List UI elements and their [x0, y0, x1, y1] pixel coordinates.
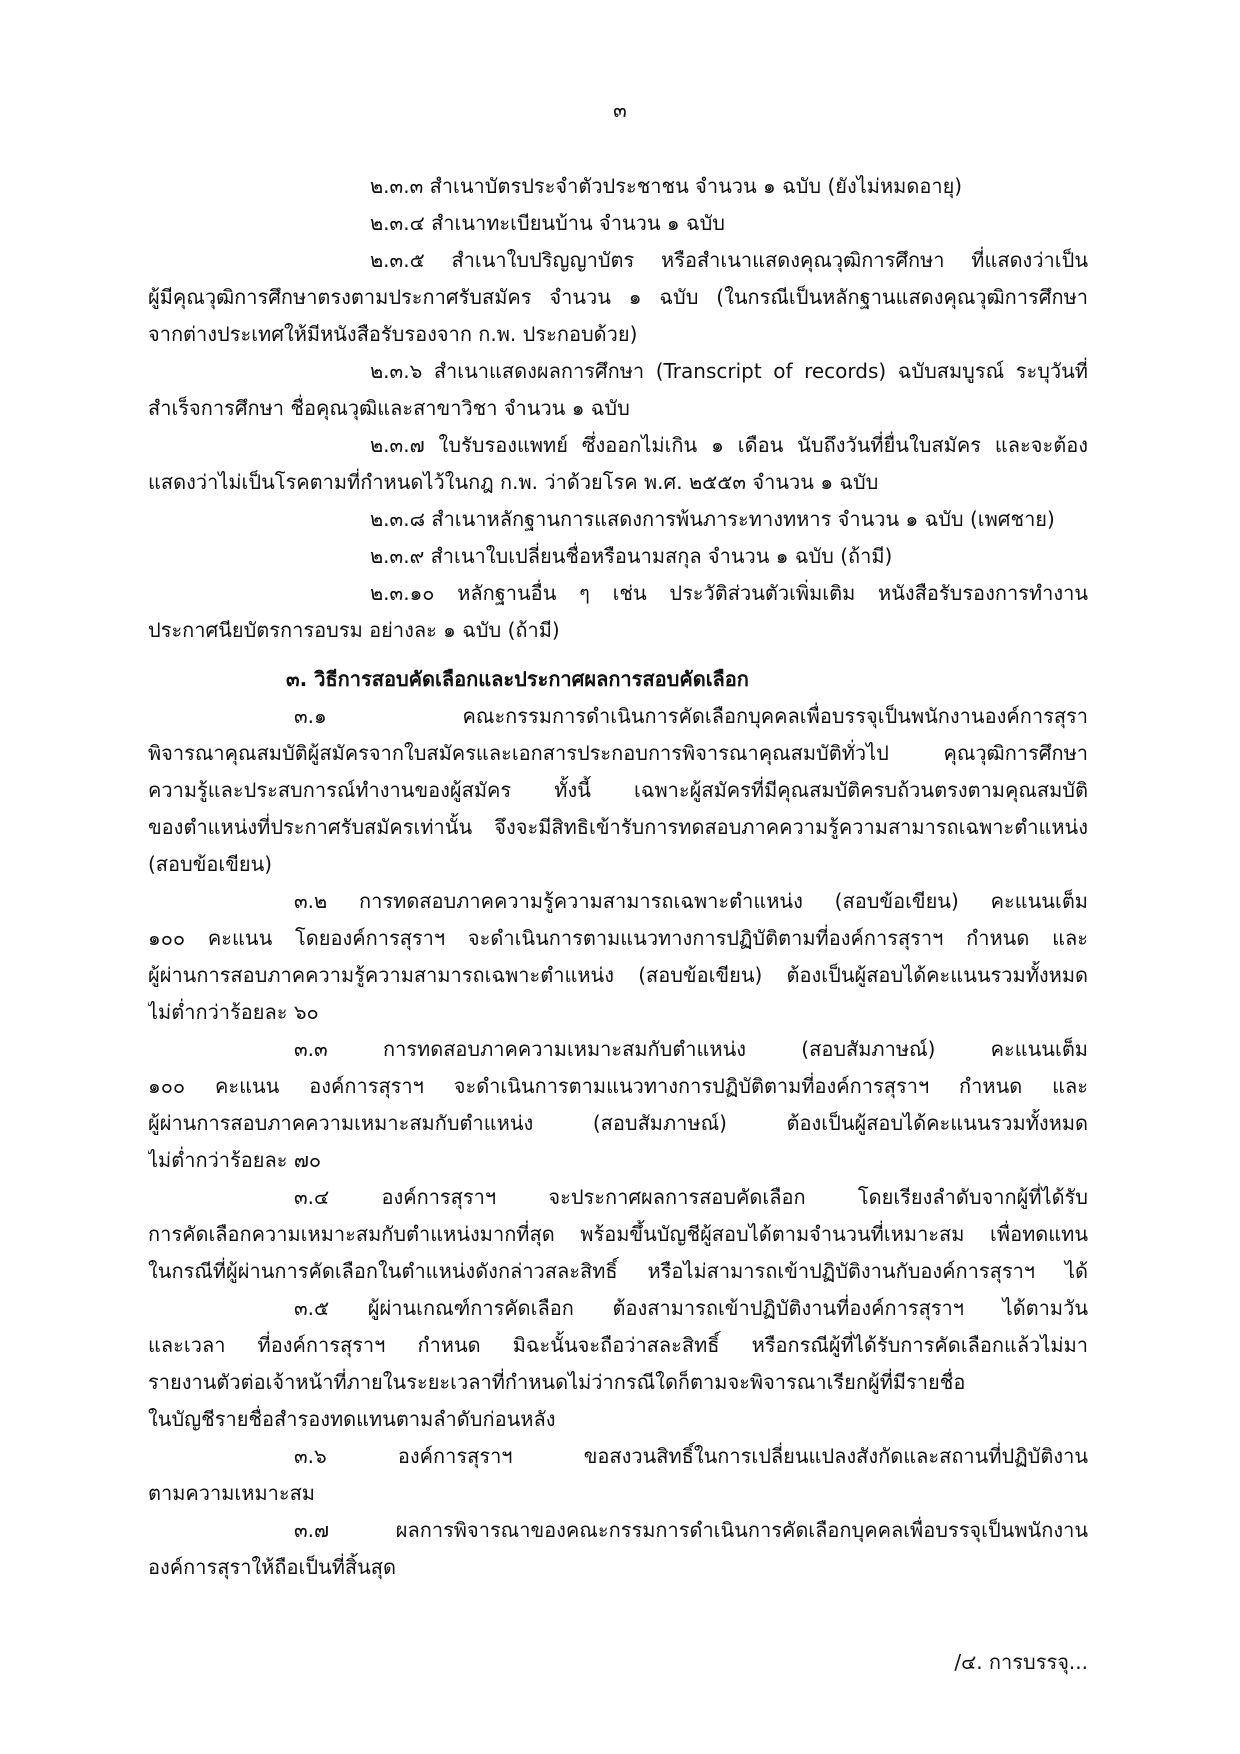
paragraph-line: องค์การสุราให้ถือเป็นที่สิ้นสุด: [148, 1555, 396, 1579]
paragraph-line: การคัดเลือกความเหมาะสมกับตำแหน่งมากที่สุด พร้อมขึ้นบัญชีผู้สอบได้ตามจำนวนที่เหมาะสม เพื่อทดแทน: [148, 1222, 1088, 1246]
document-body: [148, 168, 1088, 1586]
paragraph-line: ๓.๑ คณะกรรมการดำเนินการคัดเลือกบุคคลเพื่อบรรจุเป็นพนักงานองค์การสุรา: [294, 704, 1088, 728]
paragraph-line: จากต่างประเทศให้มีหนังสือรับรองจาก ก.พ. ประกอบด้วย): [148, 322, 638, 346]
paragraph-line: รายงานตัวต่อเจ้าหน้าที่ภายในระยะเวลาที่กำหนดไม่ว่ากรณีใดก็ตามจะพิจารณาเรียกผู้ที่มีรายชื่อ: [148, 1370, 966, 1394]
paragraph-line: ในบัญชีรายชื่อสำรองทดแทนตามลำดับก่อนหลัง: [148, 1407, 556, 1431]
paragraph-line: ๑๐๐ คะแนน โดยองค์การสุราฯ จะดำเนินการตามแนวทางการปฏิบัติตามที่องค์การสุราฯ กำหนด และ: [148, 926, 1088, 950]
paragraph-line: ตามความเหมาะสม: [148, 1481, 315, 1505]
paragraph-line: ๓.๒ การทดสอบภาคความรู้ความสามารถเฉพาะตำแหน่ง (สอบข้อเขียน) คะแนนเต็ม: [294, 889, 1088, 913]
section-heading: ๓. วิธีการสอบคัดเลือกและประกาศผลการสอบคัดเลือก: [286, 667, 749, 691]
paragraph-line: ไม่ต่ำกว่าร้อยละ ๖๐: [148, 1000, 319, 1024]
paragraph-line: ๒.๓.๖ สำเนาแสดงผลการศึกษา (Transcript of records) ฉบับสมบูรณ์ ระบุวันที่: [370, 359, 1088, 383]
paragraph-line: ของตำแหน่งที่ประกาศรับสมัครเท่านั้น จึงจะมีสิทธิเข้ารับการทดสอบภาคความรู้ความสามารถเฉพาะตำแหน่ง: [148, 815, 1088, 839]
paragraph-line: แสดงว่าไม่เป็นโรคตามที่กำหนดไว้ในกฎ ก.พ. ว่าด้วยโรค พ.ศ. ๒๕๕๓ จำนวน ๑ ฉบับ: [148, 470, 879, 494]
paragraph-line: ๓.๕ ผู้ผ่านเกณฑ์การคัดเลือก ต้องสามารถเข้าปฏิบัติงานที่องค์การสุราฯ ได้ตามวัน: [294, 1296, 1088, 1320]
page-number: ๓: [613, 98, 627, 122]
paragraph-line: ๓.๖ องค์การสุราฯ ขอสงวนสิทธิ์ในการเปลี่ยนแปลงสังกัดและสถานที่ปฏิบัติงาน: [294, 1444, 1088, 1468]
paragraph-line: ๓.๓ การทดสอบภาคความเหมาะสมกับตำแหน่ง (สอบสัมภาษณ์) คะแนนเต็ม: [294, 1037, 1088, 1061]
paragraph-line: ความรู้และประสบการณ์ทำงานของผู้สมัคร ทั้งนี้ เฉพาะผู้สมัครที่มีคุณสมบัติครบถ้วนตรงตามคุณสมบัติ: [148, 778, 1088, 802]
paragraph-line: ๒.๓.๗ ใบรับรองแพทย์ ซึ่งออกไม่เกิน ๑ เดือน นับถึงวันที่ยื่นใบสมัคร และจะต้อง: [370, 433, 1088, 457]
paragraph-line: พิจารณาคุณสมบัติผู้สมัครจากใบสมัครและเอกสารประกอบการพิจารณาคุณสมบัติทั่วไป คุณวุฒิการศึกษา: [148, 741, 1088, 765]
paragraph-line: ๒.๓.๕ สำเนาใบปริญญาบัตร หรือสำเนาแสดงคุณวุฒิการศึกษา ที่แสดงว่าเป็น: [370, 248, 1088, 272]
paragraph-line: ผู้ผ่านการสอบภาคความรู้ความสามารถเฉพาะตำแหน่ง (สอบข้อเขียน) ต้องเป็นผู้สอบได้คะแนนรวมทั้งหมด: [148, 963, 1088, 987]
paragraph-line: ไม่ต่ำกว่าร้อยละ ๗๐: [148, 1148, 322, 1172]
paragraph-line: ๒.๓.๘ สำเนาหลักฐานการแสดงการพ้นภาระทางทหาร จำนวน ๑ ฉบับ (เพศชาย): [370, 507, 1055, 531]
paragraph-line: และเวลา ที่องค์การสุราฯ กำหนด มิฉะนั้นจะถือว่าสละสิทธิ์ หรือกรณีผู้ที่ได้รับการคัดเลือกแล้วไม่มา: [148, 1333, 1088, 1357]
paragraph-line: ๑๐๐ คะแนน องค์การสุราฯ จะดำเนินการตามแนวทางการปฏิบัติตามที่องค์การสุราฯ กำหนด และ: [148, 1074, 1088, 1098]
paragraph-line: ๒.๓.๑๐ หลักฐานอื่น ๆ เช่น ประวัติส่วนตัวเพิ่มเติม หนังสือรับรองการทำงาน: [370, 581, 1088, 605]
paragraph-line: ผู้มีคุณวุฒิการศึกษาตรงตามประกาศรับสมัคร จำนวน ๑ ฉบับ (ในกรณีเป็นหลักฐานแสดงคุณวุฒิการศึกษา: [148, 285, 1088, 309]
continuation-footer: /๔. การบรรจุ...: [954, 1650, 1088, 1674]
paragraph-line: ๓.๔ องค์การสุราฯ จะประกาศผลการสอบคัดเลือก โดยเรียงลำดับจากผู้ที่ได้รับ: [294, 1185, 1088, 1209]
paragraph-line: ผู้ผ่านการสอบภาคความเหมาะสมกับตำแหน่ง (สอบสัมภาษณ์) ต้องเป็นผู้สอบได้คะแนนรวมทั้งหมด: [148, 1111, 1088, 1135]
paragraph-line: ๓.๗ ผลการพิจารณาของคณะกรรมการดำเนินการคัดเลือกบุคคลเพื่อบรรจุเป็นพนักงาน: [294, 1518, 1088, 1542]
paragraph-line: ในกรณีที่ผู้ผ่านการคัดเลือกในตำแหน่งดังกล่าวสละสิทธิ์ หรือไม่สามารถเข้าปฏิบัติงานกับองค์การสุราฯ ได้: [148, 1259, 1088, 1283]
paragraph-line: ประกาศนียบัตรการอบรม อย่างละ ๑ ฉบับ (ถ้ามี): [148, 618, 560, 642]
paragraph-line: สำเร็จการศึกษา ชื่อคุณวุฒิและสาขาวิชา จำนวน ๑ ฉบับ: [148, 396, 630, 420]
paragraph-line: ๒.๓.๙ สำเนาใบเปลี่ยนชื่อหรือนามสกุล จำนวน ๑ ฉบับ (ถ้ามี): [370, 544, 893, 568]
paragraph-line: ๒.๓.๓ สำเนาบัตรประจำตัวประชาชน จำนวน ๑ ฉบับ (ยังไม่หมดอายุ): [370, 174, 963, 198]
paragraph-line: ๒.๓.๔ สำเนาทะเบียนบ้าน จำนวน ๑ ฉบับ: [370, 211, 725, 235]
paragraph-line: (สอบข้อเขียน): [148, 852, 273, 876]
